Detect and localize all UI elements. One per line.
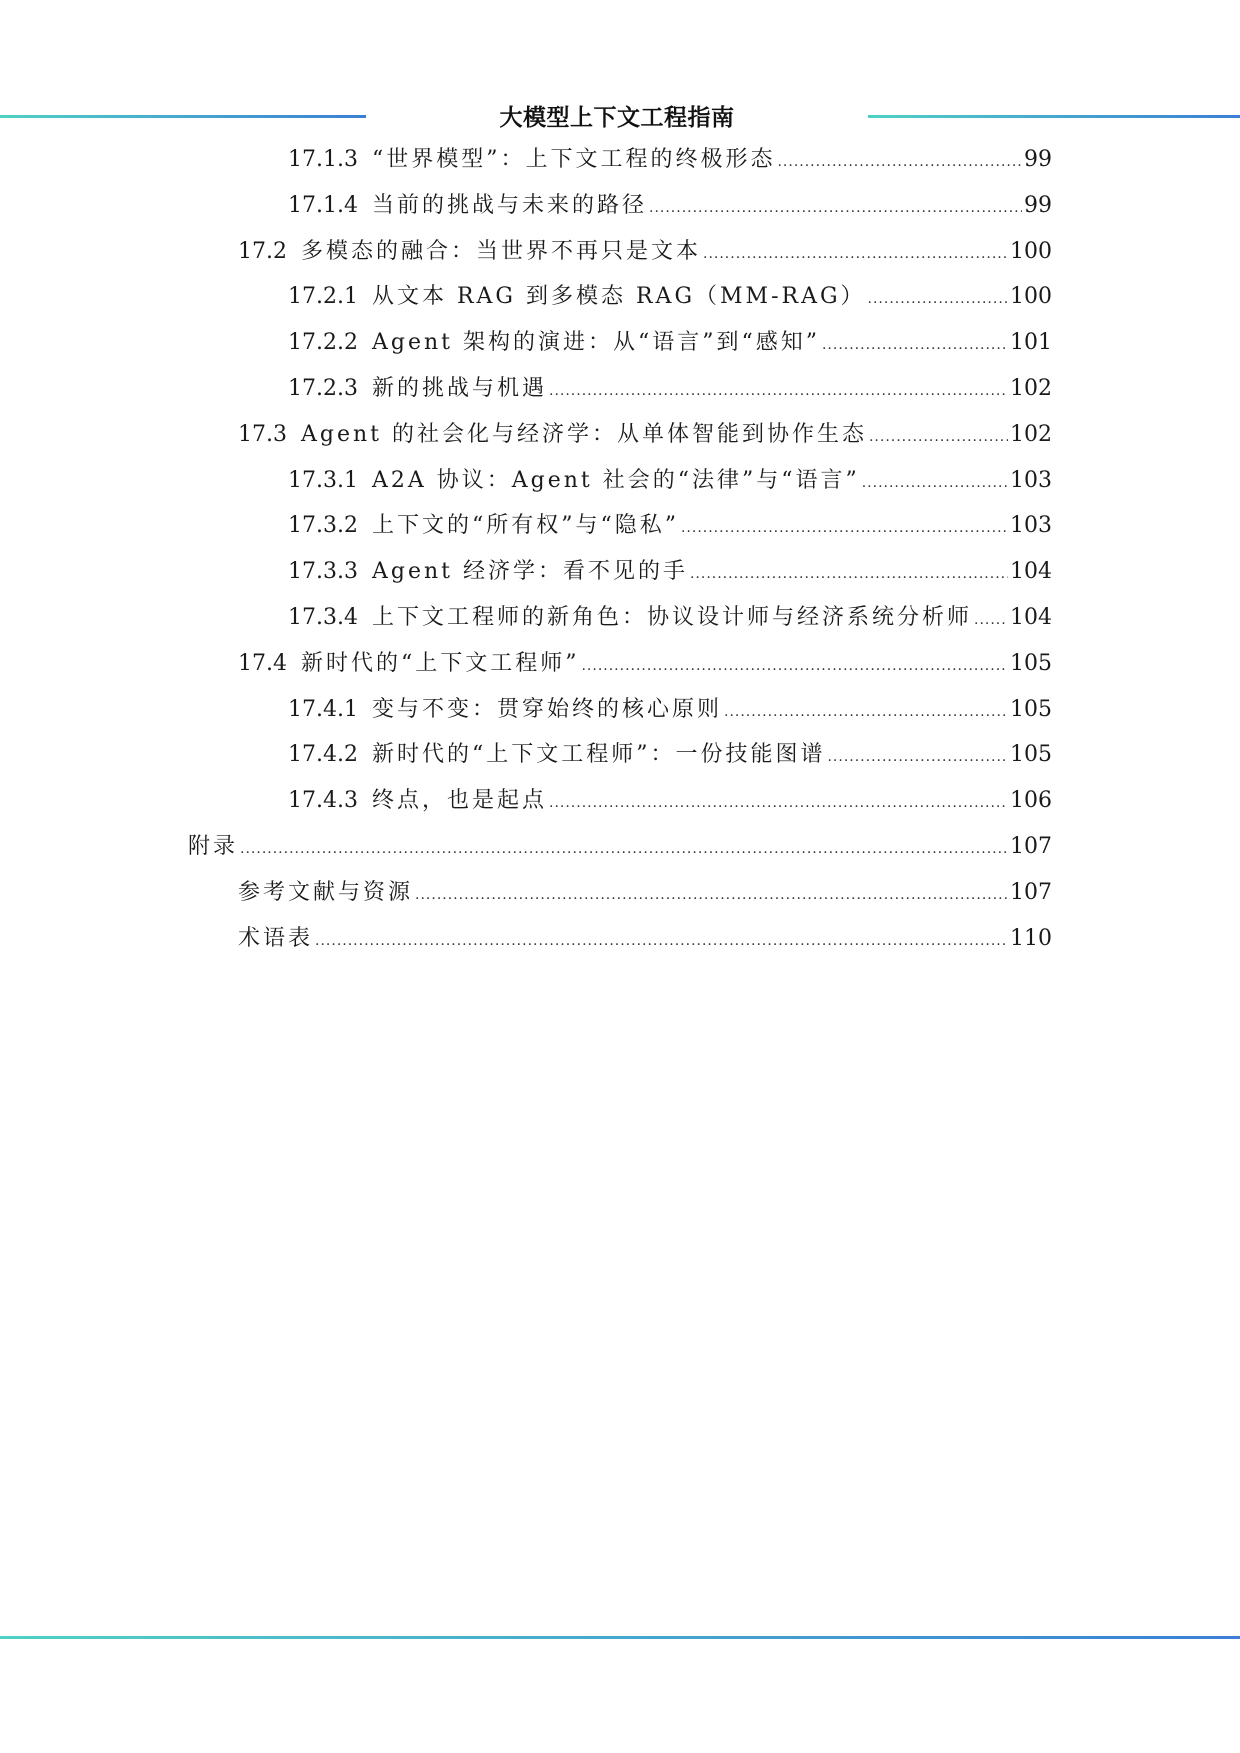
toc-entry-page: 104 bbox=[1010, 605, 1052, 630]
toc-dot-leader bbox=[649, 193, 1022, 223]
toc-entry-label: “世界模型”：上下文工程的终极形态 bbox=[371, 147, 776, 172]
toc-entry[interactable] bbox=[288, 282, 1052, 328]
toc-entry[interactable] bbox=[288, 145, 1052, 191]
toc-dot-leader bbox=[822, 330, 1008, 360]
toc-entry[interactable] bbox=[288, 603, 1052, 649]
toc-entry[interactable] bbox=[238, 924, 1052, 970]
toc-entry-label: 当前的挑战与未来的路径 bbox=[371, 192, 647, 218]
toc-dot-leader bbox=[315, 926, 1008, 956]
toc-dot-leader bbox=[724, 697, 1008, 727]
toc-entry-label: Agent 架构的演进：从“语言”到“感知” bbox=[371, 330, 820, 356]
toc-dot-leader bbox=[690, 559, 1008, 589]
toc-entry[interactable] bbox=[238, 420, 1052, 466]
toc-entry[interactable] bbox=[288, 191, 1052, 237]
toc-dot-leader bbox=[827, 742, 1008, 772]
page-title: 大模型上下文工程指南 bbox=[499, 105, 735, 131]
toc-entry[interactable] bbox=[188, 832, 1052, 878]
toc-entry-number: 17.4.2 bbox=[288, 742, 358, 768]
toc-entry-page: 107 bbox=[1010, 834, 1052, 859]
toc-entry-label: 从文本 RAG 到多模态 RAG（MM-RAG） bbox=[371, 284, 866, 310]
header-rule-right bbox=[868, 115, 1240, 118]
toc-entry-page: 105 bbox=[1010, 696, 1052, 722]
toc-entry[interactable] bbox=[288, 511, 1052, 557]
toc-entry-page: 99 bbox=[1024, 192, 1052, 218]
toc-entry-number: 17.3.2 bbox=[288, 513, 358, 539]
toc-dot-leader bbox=[681, 513, 1008, 543]
toc-entry-page: 104 bbox=[1010, 559, 1052, 585]
toc-entry-page: 100 bbox=[1010, 238, 1052, 264]
toc-entry-label: 术语表 bbox=[238, 925, 314, 951]
toc-dot-leader bbox=[549, 788, 1008, 818]
toc-entry-page: 110 bbox=[1010, 925, 1052, 951]
toc-entry-number: 17.3.4 bbox=[288, 605, 358, 630]
toc-entry[interactable] bbox=[288, 374, 1052, 420]
toc-entry-label: 附录 bbox=[188, 834, 239, 859]
toc-entry-page: 100 bbox=[1010, 284, 1052, 310]
toc-entry-label: 新时代的“上下文工程师”：一份技能图谱 bbox=[371, 742, 826, 768]
toc-entry-number: 17.2.2 bbox=[288, 330, 358, 356]
toc-entry-label: 参考文献与资源 bbox=[238, 879, 414, 905]
toc-entry-page: 105 bbox=[1010, 650, 1052, 676]
toc-entry-label: 上下文工程师的新角色：协议设计师与经济系统分析师 bbox=[371, 605, 972, 630]
toc-entry-label: Agent 经济学：看不见的手 bbox=[371, 559, 688, 585]
toc-entry-number: 17.1.4 bbox=[288, 192, 358, 218]
toc-entry[interactable] bbox=[238, 649, 1052, 695]
toc-entry-label: 多模态的融合：当世界不再只是文本 bbox=[300, 238, 701, 264]
toc-entry-page: 102 bbox=[1010, 376, 1052, 401]
toc-entry[interactable] bbox=[288, 466, 1052, 512]
toc-entry[interactable] bbox=[238, 878, 1052, 924]
toc-dot-leader bbox=[415, 880, 1008, 910]
toc-entry-number: 17.3.3 bbox=[288, 559, 358, 585]
toc-dot-leader bbox=[581, 651, 1008, 681]
toc-entry-label: Agent 的社会化与经济学：从单体智能到协作生态 bbox=[300, 421, 867, 447]
toc-dot-leader bbox=[869, 422, 1008, 452]
toc-entry-number: 17.4 bbox=[238, 650, 287, 676]
toc-entry-number: 17.4.1 bbox=[288, 696, 358, 722]
toc-entry[interactable] bbox=[288, 557, 1052, 603]
toc-dot-leader bbox=[868, 284, 1008, 314]
toc-entry[interactable] bbox=[288, 328, 1052, 374]
toc-dot-leader bbox=[549, 376, 1008, 406]
toc-entry-page: 102 bbox=[1010, 421, 1052, 447]
toc-entry-label: 变与不变：贯穿始终的核心原则 bbox=[371, 696, 722, 722]
toc-dot-leader bbox=[240, 834, 1008, 864]
toc-entry[interactable] bbox=[238, 237, 1052, 283]
toc-entry-number: 17.1.3 bbox=[288, 147, 358, 172]
toc-entry[interactable] bbox=[288, 786, 1052, 832]
toc-entry-number: 17.2.3 bbox=[288, 376, 358, 401]
toc-entry-number: 17.3 bbox=[238, 421, 287, 447]
toc-entry-label: 新的挑战与机遇 bbox=[371, 376, 547, 401]
footer-rule bbox=[0, 1636, 1240, 1639]
toc-entry[interactable] bbox=[288, 695, 1052, 741]
toc-entry-number: 17.3.1 bbox=[288, 467, 358, 493]
toc-entry-number: 17.4.3 bbox=[288, 788, 358, 814]
toc-entry-label: 新时代的“上下文工程师” bbox=[300, 650, 580, 676]
toc-entry[interactable] bbox=[288, 740, 1052, 786]
toc-dot-leader bbox=[974, 605, 1008, 635]
toc-dot-leader bbox=[777, 147, 1022, 177]
toc-entry-number: 17.2.1 bbox=[288, 284, 358, 310]
header-rule-left bbox=[0, 115, 366, 118]
toc-entry-page: 103 bbox=[1010, 513, 1052, 539]
toc-entry-label: A2A 协议：Agent 社会的“法律”与“语言” bbox=[371, 467, 860, 493]
toc-entry-label: 终点，也是起点 bbox=[371, 788, 547, 814]
toc-entry-page: 99 bbox=[1024, 147, 1052, 172]
toc-entry-page: 103 bbox=[1010, 467, 1052, 493]
toc-entry-number: 17.2 bbox=[238, 238, 287, 264]
toc-entry-page: 105 bbox=[1010, 742, 1052, 768]
toc-entry-page: 101 bbox=[1010, 330, 1052, 356]
toc-dot-leader bbox=[862, 468, 1008, 498]
toc-entry-label: 上下文的“所有权”与“隐私” bbox=[371, 513, 679, 539]
toc-entry-page: 107 bbox=[1010, 879, 1052, 905]
toc-entry-page: 106 bbox=[1010, 788, 1052, 814]
toc-dot-leader bbox=[703, 239, 1008, 269]
